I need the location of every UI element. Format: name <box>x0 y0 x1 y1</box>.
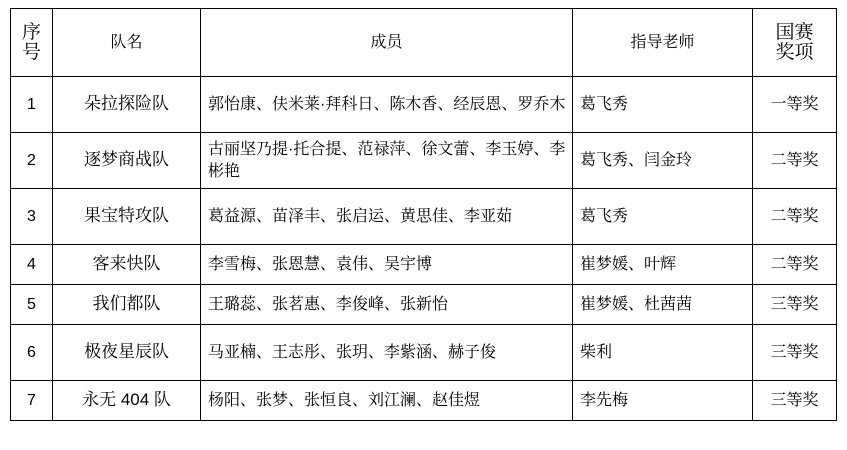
cell-members: 郭怡康、伕米莱·拜科日、陈木香、经辰恩、罗乔木 <box>201 77 573 133</box>
header-cell-members: 成员 <box>201 9 573 77</box>
table-row <box>11 381 837 421</box>
table-row <box>11 77 837 133</box>
cell-teacher: 崔梦媛、叶辉 <box>573 245 753 285</box>
cell-members: 马亚楠、王志彤、张玥、李紫涵、赫子俊 <box>201 325 573 381</box>
header-index-char-2: 号 <box>21 41 41 63</box>
cell-members: 李雪梅、张恩慧、袁伟、吴宇博 <box>201 245 573 285</box>
table-row <box>11 189 837 245</box>
header-index-char-1: 序 <box>21 21 41 43</box>
cell-award: 二等奖 <box>753 189 837 245</box>
cell-team: 客来快队 <box>53 245 201 285</box>
cell-award: 三等奖 <box>753 325 837 381</box>
cell-award: 二等奖 <box>753 245 837 285</box>
cell-teacher: 葛飞秀、闫金玲 <box>573 133 753 189</box>
cell-index: 1 <box>11 77 53 133</box>
cell-team: 永无 404 队 <box>53 381 201 421</box>
header-cell-index <box>11 9 53 77</box>
table-row <box>11 325 837 381</box>
header-cell-team: 队名 <box>53 9 201 77</box>
cell-index: 5 <box>11 285 53 325</box>
table-body <box>11 77 837 421</box>
award-results-table <box>10 8 837 421</box>
cell-members: 杨阳、张梦、张恒良、刘江澜、赵佳煜 <box>201 381 573 421</box>
header-cell-award <box>753 9 837 77</box>
table-header <box>11 9 837 77</box>
cell-members: 王璐蕊、张茗惠、李俊峰、张新怡 <box>201 285 573 325</box>
cell-award: 一等奖 <box>753 77 837 133</box>
cell-index: 2 <box>11 133 53 189</box>
cell-teacher: 崔梦媛、杜茜茜 <box>573 285 753 325</box>
cell-teacher: 柴利 <box>573 325 753 381</box>
table-row <box>11 133 837 189</box>
cell-teacher: 葛飞秀 <box>573 189 753 245</box>
cell-team: 极夜星辰队 <box>53 325 201 381</box>
header-award-char-1: 国赛 <box>775 21 814 43</box>
cell-members: 古丽坚乃提·托合提、范禄萍、徐文蕾、李玉婷、李彬艳 <box>201 133 573 189</box>
cell-award: 三等奖 <box>753 381 837 421</box>
cell-award: 三等奖 <box>753 285 837 325</box>
cell-team: 朵拉探险队 <box>53 77 201 133</box>
cell-index: 4 <box>11 245 53 285</box>
cell-team: 我们都队 <box>53 285 201 325</box>
table-row <box>11 245 837 285</box>
header-row <box>11 9 837 77</box>
header-award-char-2: 奖项 <box>775 41 814 63</box>
table-row <box>11 285 837 325</box>
cell-teacher: 李先梅 <box>573 381 753 421</box>
cell-team: 果宝特攻队 <box>53 189 201 245</box>
cell-team: 逐梦商战队 <box>53 133 201 189</box>
cell-award: 二等奖 <box>753 133 837 189</box>
cell-members: 葛益源、苗泽丰、张启运、黄思佳、李亚茹 <box>201 189 573 245</box>
cell-index: 7 <box>11 381 53 421</box>
cell-teacher: 葛飞秀 <box>573 77 753 133</box>
cell-index: 3 <box>11 189 53 245</box>
cell-index: 6 <box>11 325 53 381</box>
header-cell-teacher: 指导老师 <box>573 9 753 77</box>
